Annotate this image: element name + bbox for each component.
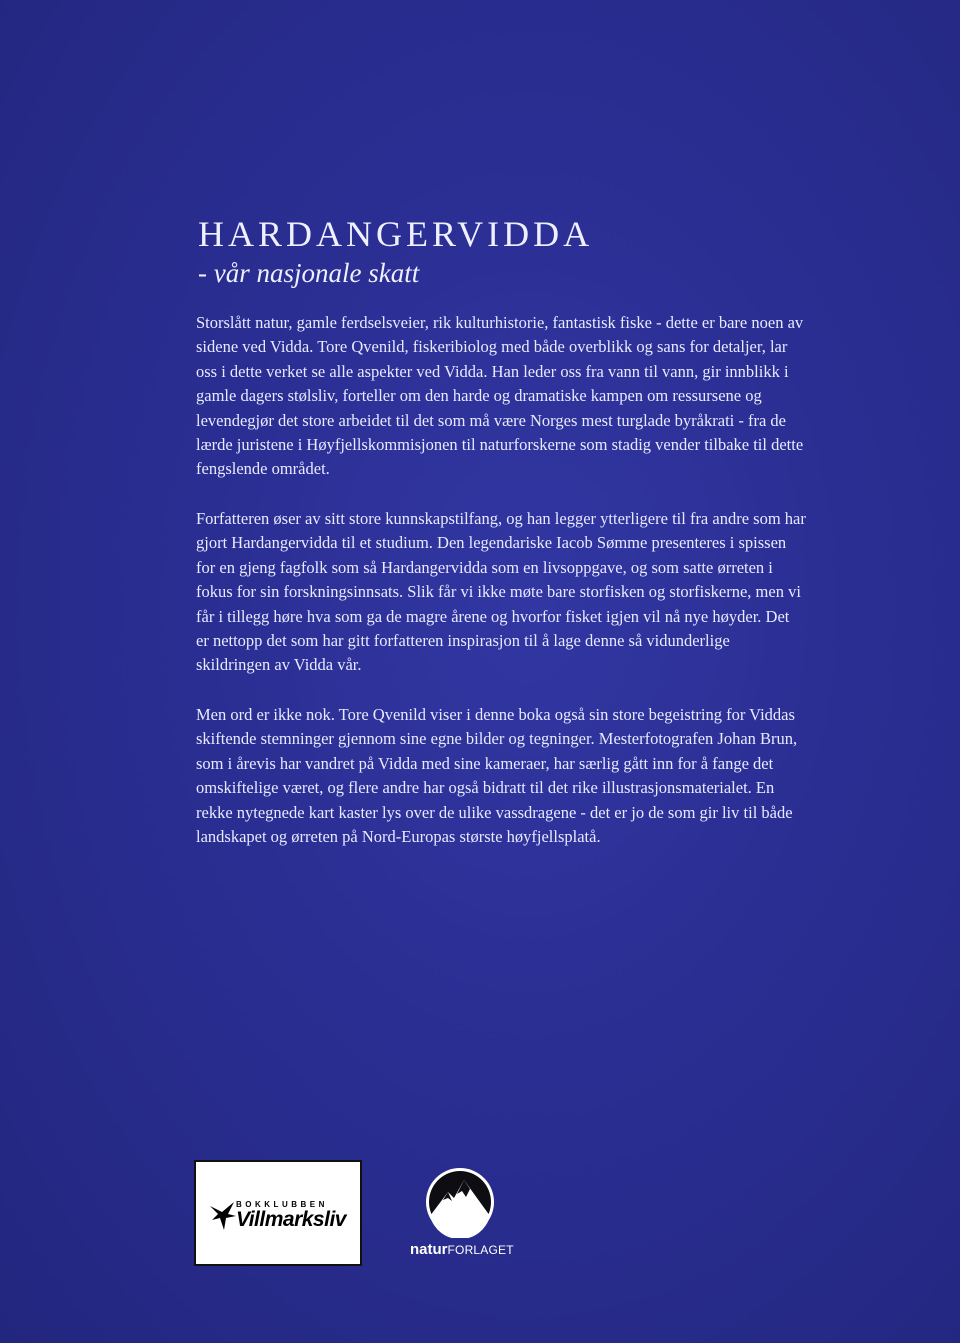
bokklubben-label: BOKKLUBBEN	[236, 1200, 328, 1209]
blurb-paragraph-2: Forfatteren øser av sitt store kunnskapstilfang, og han legger ytterligere til fra andre som har gjort Hardangervidda til et studium. Den legendariske Iacob Sømme presenteres i spissen for en gjeng fagfolk som så Hardangervidda som en livsoppgave, og som satte ørreten i fokus for sin forskningsinnsats. Slik får vi ikke møte bare storfisken og storfiskerne, men vi får i tillegg høre hva som ga de magre årene og hvorfor fisket igjen vil nå nye høyder. Det er nettopp det som har gitt forfatteren inspirasjon til å lage denne så vidunderlige skildringen av Vidda vår.	[196, 509, 806, 675]
bird-icon	[208, 1200, 238, 1234]
bokklubben-villmarksliv-logo	[194, 1160, 362, 1266]
book-subtitle: - vår nasjonale skatt	[198, 258, 420, 288]
publisher-name-thin: FORLAGET	[447, 1243, 514, 1257]
blurb-paragraph-1: Storslått natur, gamle ferdselsveier, rik kulturhistorie, fantastisk fiske - dette er bare noen av sidene ved Vidda. Tore Qvenild, fiskeribiolog med både overblikk og sans for detaljer, lar oss i dette verket se alle aspekter ved Vidda. Han leder oss fra vann til vann, gir innblikk i gamle dagers stølsliv, forteller om den harde og dramatiske kampen om ressursene og levendegjør det store arbeidet til det som må være Norges mest turglade byråkrati - fra de lærde juristene i Høyfjellskommisjonen til naturforskerne som stadig vender tilbake til dette fengslende området.	[196, 313, 804, 479]
villmarksliv-label: Villmarksliv	[236, 1208, 346, 1231]
blurb-paragraph-3: Men ord er ikke nok. Tore Qvenild viser i denne boka også sin store begeistring for Viddas skiftende stemninger gjennom sine egne bilder og tegninger. Mesterfotografen Johan Brun, som i årevis har vandret på Vidda med sine kameraer, har særlig gått inn for å fange det omskiftelige været, og flere andre har også bidratt til det rike illustrasjonsmaterialet. En rekke nytegnede kart kaster lys over de ulike vassdragene - det er jo de som gir liv til både landskapet og ørreten på Nord-Europas største høyfjellsplatå.	[196, 705, 798, 847]
book-title: HARDANGERVIDDA	[198, 214, 594, 254]
mountain-icon	[424, 1166, 496, 1238]
naturforlaget-logo-text	[410, 1241, 514, 1259]
publisher-name-bold: natur	[410, 1241, 448, 1258]
